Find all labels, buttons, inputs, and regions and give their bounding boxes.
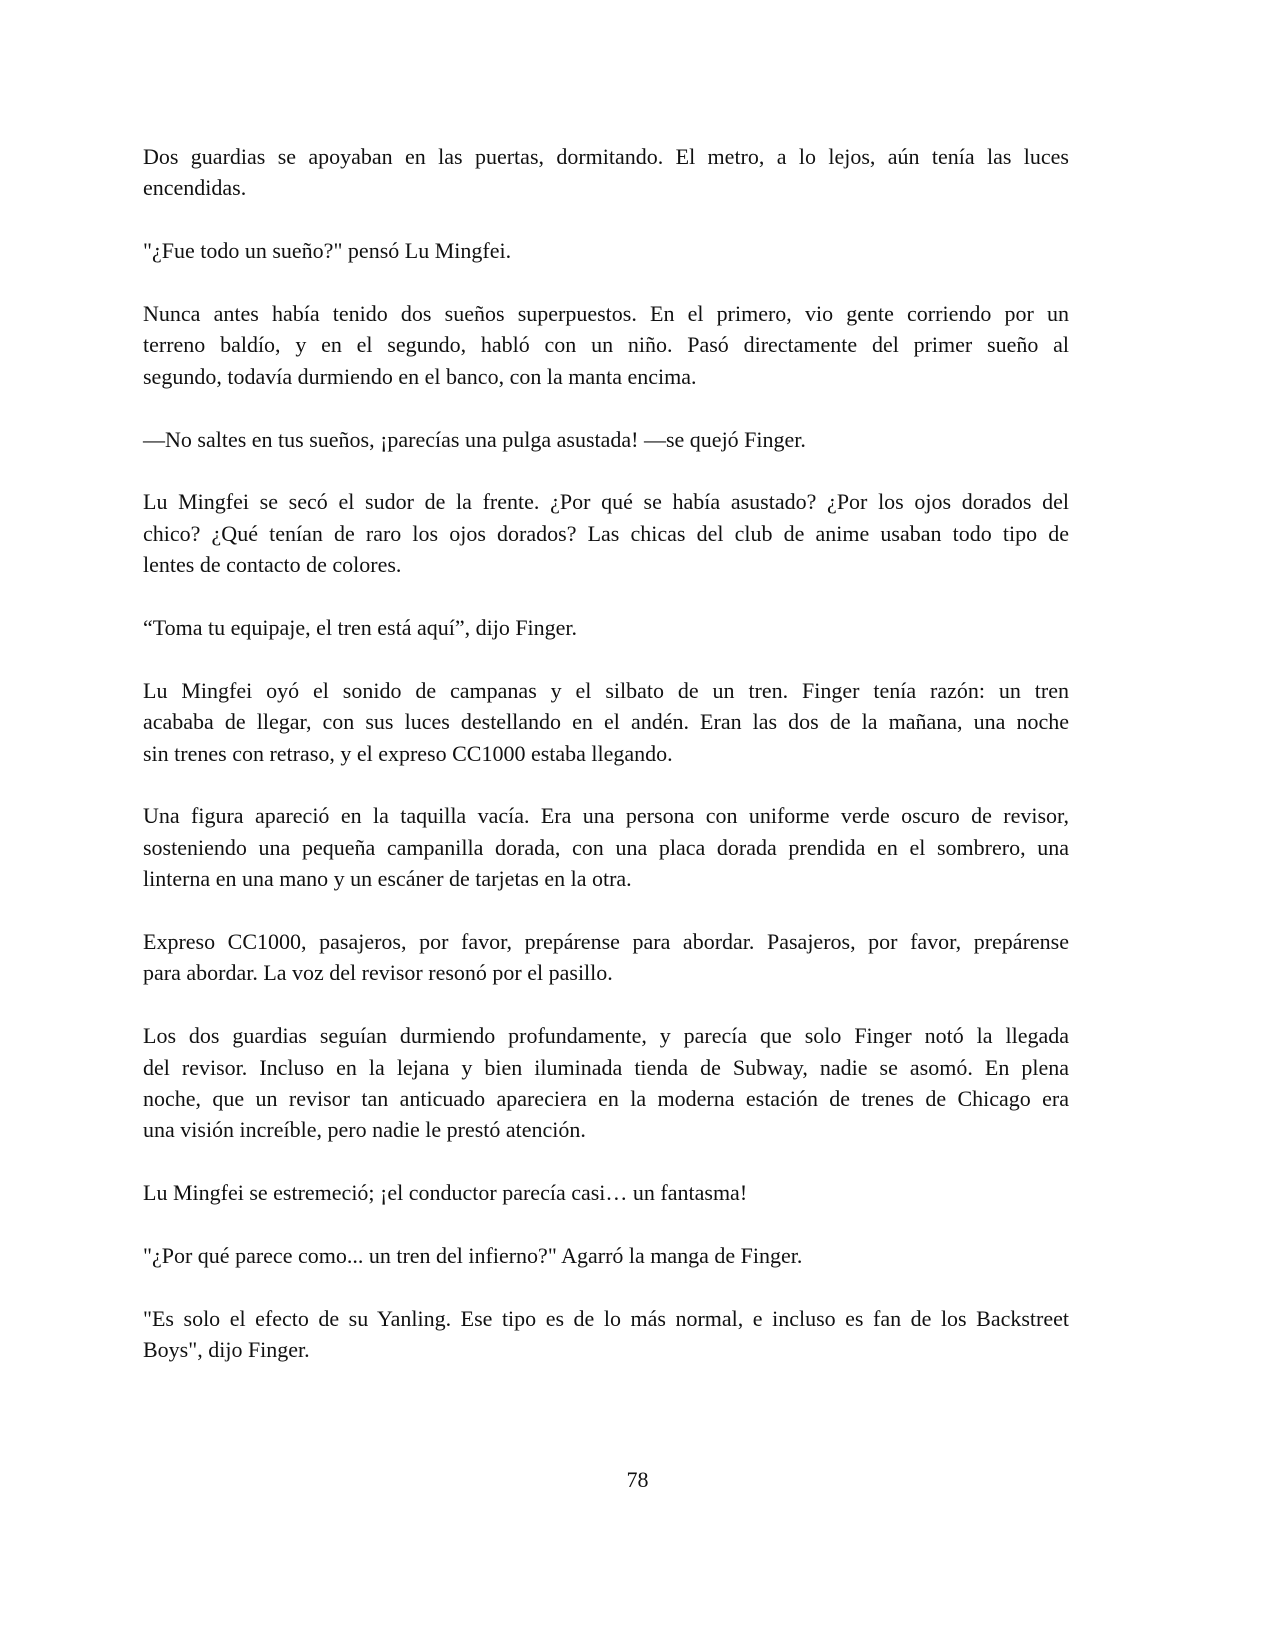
- text-line: Lu Mingfei se secó el sudor de la frente. ¿Por qué se había asustado? ¿Por los ojos dorados del: [143, 489, 1069, 515]
- paragraph: [143, 1303, 1069, 1366]
- paragraph: [143, 1020, 1069, 1146]
- text-line: Los dos guardias seguían durmiendo profundamente, y parecía que solo Finger notó la llegada: [143, 1023, 1069, 1049]
- text-line: encendidas.: [143, 175, 247, 201]
- paragraph: [143, 1240, 1069, 1271]
- text-line: Dos guardias se apoyaban en las puertas, dormitando. El metro, a lo lejos, aún tenía las luces: [143, 144, 1069, 169]
- text-line: chico? ¿Qué tenían de raro los ojos dorados? Las chicas del club de anime usaban todo tipo de: [143, 520, 1069, 546]
- paragraph: [143, 141, 1069, 204]
- paragraph: [143, 424, 1069, 455]
- text-line: “Toma tu equipaje, el tren está aquí”, dijo Finger.: [143, 615, 578, 641]
- paragraph: [143, 926, 1069, 989]
- paragraph: [143, 298, 1069, 392]
- text-line: sin trenes con retraso, y el expreso CC1000 estaba llegando.: [143, 740, 673, 766]
- text-line: segundo, todavía durmiendo en el banco, con la manta encima.: [143, 363, 697, 389]
- text-line: Boys", dijo Finger.: [143, 1337, 310, 1363]
- text-line: del revisor. Incluso en la lejana y bien iluminada tienda de Subway, nadie se asomó. En plena: [143, 1054, 1069, 1080]
- paragraph: [143, 675, 1069, 769]
- text-line: terreno baldío, y en el segundo, habló con un niño. Pasó directamente del primer sueño al: [143, 332, 1069, 358]
- text-line: linterna en una mano y un escáner de tarjetas en la otra.: [143, 866, 632, 892]
- paragraph: [143, 800, 1069, 894]
- text-line: Lu Mingfei se estremeció; ¡el conductor parecía casi… un fantasma!: [143, 1180, 748, 1206]
- text-line: "¿Por qué parece como... un tren del infierno?" Agarró la manga de Finger.: [143, 1243, 803, 1269]
- text-line: para abordar. La voz del revisor resonó por el pasillo.: [143, 960, 613, 986]
- paragraph: [143, 612, 1069, 643]
- text-line: una visión increíble, pero nadie le prestó atención.: [143, 1117, 586, 1143]
- page-number: 78: [626, 1467, 649, 1492]
- body-text: [143, 141, 1069, 1397]
- paragraph: [143, 235, 1069, 266]
- text-line: lentes de contacto de colores.: [143, 552, 402, 578]
- text-line: Expreso CC1000, pasajeros, por favor, prepárense para abordar. Pasajeros, por favor, prepárense: [143, 929, 1069, 955]
- text-line: noche, que un revisor tan anticuado apareciera en la moderna estación de trenes de Chicago era: [143, 1086, 1069, 1112]
- paragraph: [143, 1177, 1069, 1208]
- text-line: Una figura apareció en la taquilla vacía. Era una persona con uniforme verde oscuro de revisor,: [143, 803, 1069, 829]
- text-line: —No saltes en tus sueños, ¡parecías una pulga asustada! —se quejó Finger.: [143, 426, 806, 452]
- text-line: Lu Mingfei oyó el sonido de campanas y el silbato de un tren. Finger tenía razón: un tren: [143, 677, 1069, 703]
- paragraph: [143, 486, 1069, 580]
- text-line: Nunca antes había tenido dos sueños superpuestos. En el primero, vio gente corriendo por un: [143, 301, 1069, 326]
- text-line: "¿Fue todo un sueño?" pensó Lu Mingfei.: [143, 238, 512, 264]
- text-line: acababa de llegar, con sus luces destellando en el andén. Eran las dos de la mañana, una noche: [143, 709, 1069, 735]
- text-line: "Es solo el efecto de su Yanling. Ese tipo es de lo más normal, e incluso es fan de los Backstreet: [143, 1305, 1069, 1331]
- text-line: sosteniendo una pequeña campanilla dorada, con una placa dorada prendida en el sombrero, una: [143, 834, 1069, 860]
